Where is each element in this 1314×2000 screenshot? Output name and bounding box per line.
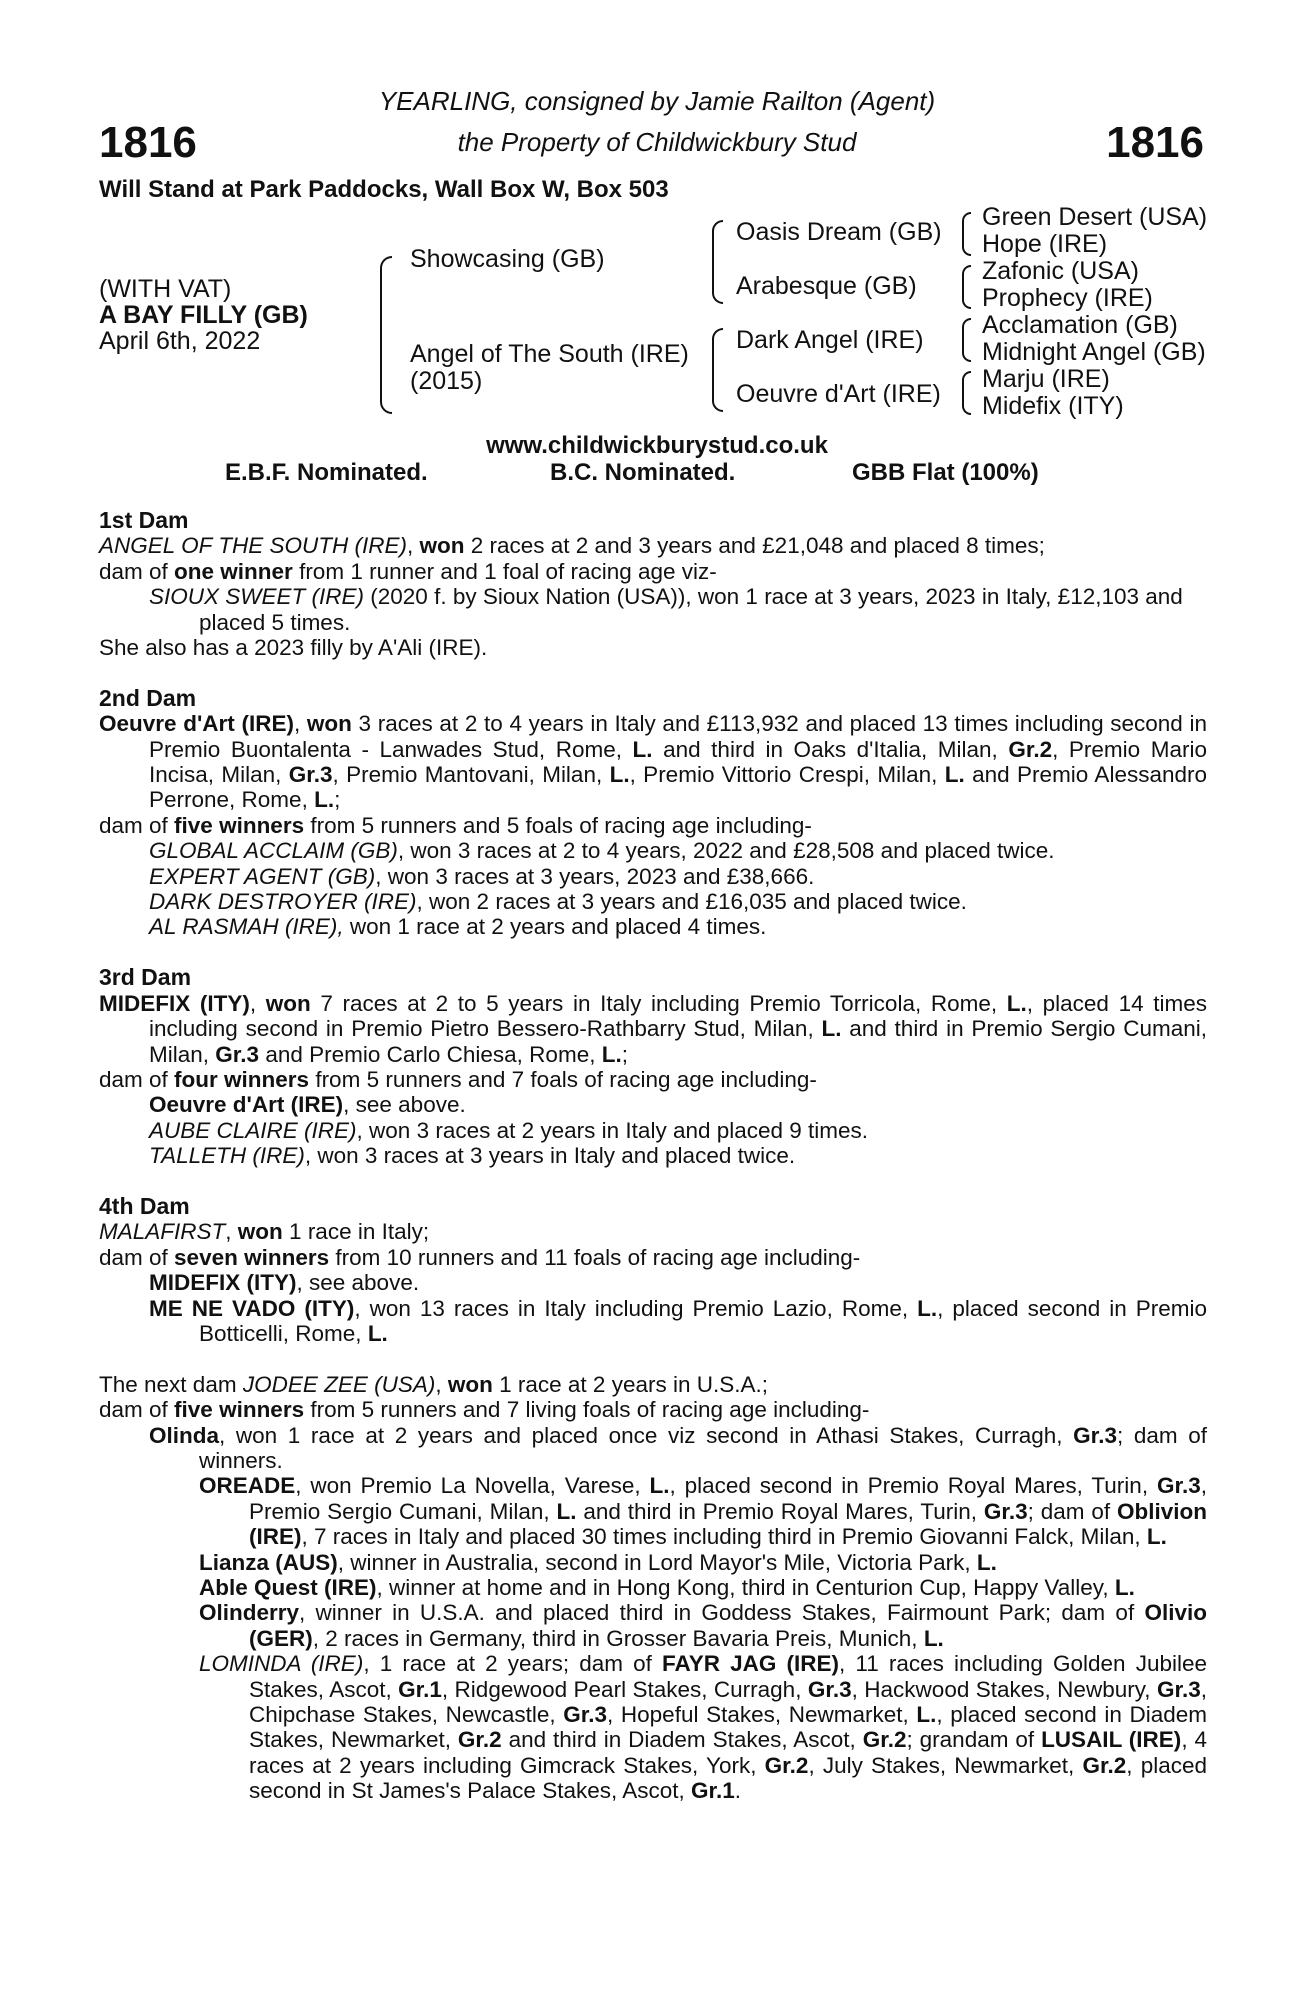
lot-number-right: 1816 <box>1106 118 1204 167</box>
dam3-produce: dam of four winners from 5 runners and 7 foals of racing age including- <box>99 1066 817 1092</box>
dam-sire: Dark Angel (IRE) <box>736 326 924 354</box>
progeny-item: Able Quest (IRE), winner at home and in Hong Kong, third in Centurion Cup, Happy Valley, L. <box>199 1575 1135 1600</box>
section-heading-2nd-dam: 2nd Dam <box>99 684 197 711</box>
consignor-line: YEARLING, consigned by Jamie Railton (Agent) <box>378 86 936 116</box>
progeny-item: EXPERT AGENT (GB), won 3 races at 3 years, 2023 and £38,666. <box>149 863 815 889</box>
ancestor-7: Marju (IRE) <box>982 365 1110 393</box>
progeny-item: AUBE CLAIRE (IRE), won 3 races at 2 years in Italy and placed 9 times. <box>149 1117 869 1143</box>
section-heading-4th-dam: 4th Dam <box>99 1192 190 1219</box>
pedigree-brace-3b <box>962 265 971 309</box>
pedigree-brace-2b <box>712 328 723 412</box>
property-line: the Property of Childwickbury Stud <box>457 127 857 157</box>
ebf-nomination: E.B.F. Nominated. <box>225 459 428 486</box>
progeny-item: TALLETH (IRE), won 3 races at 3 years in Italy and placed twice. <box>149 1143 796 1169</box>
progeny-item: MIDEFIX (ITY), see above. <box>149 1270 420 1296</box>
pedigree-notes <box>99 508 1207 1804</box>
horse-name: A BAY FILLY (GB) <box>99 301 308 329</box>
section-heading-3rd-dam: 3rd Dam <box>99 964 192 991</box>
dam3-record: MIDEFIX (ITY), won 7 races at 2 to 5 years in Italy including Premio Torricola, Rome, L., placed 14 times including second in Premio Pietro Bessero-Rathbarry Stud, Milan, L. and third in Premio Sergio Cumani, Milan, Gr.3 and Premio Carlo Chiesa, Rome, L.; <box>99 990 1208 1067</box>
progeny-item: Lianza (AUS), winner in Australia, second in Lord Mayor's Mile, Victoria Park, L. <box>199 1549 997 1575</box>
sire: Showcasing (GB) <box>410 245 605 273</box>
pedigree-brace-1 <box>380 256 392 414</box>
dam4-record: MALAFIRST, won 1 race in Italy; <box>99 1219 430 1245</box>
ancestor-4: Prophecy (IRE) <box>982 284 1153 312</box>
sire-sire: Oasis Dream (GB) <box>736 218 942 246</box>
ancestor-1: Green Desert (USA) <box>982 203 1208 231</box>
dam2-produce: dam of five winners from 5 runners and 5 foals of racing age including- <box>99 812 812 838</box>
dam2-record: Oeuvre d'Art (IRE), won 3 races at 2 to 4 years in Italy and £113,932 and placed 13 times including second in Premio Buontalenta - Lanwades Stud, Rome, L. and third in Oaks d'Italia, Milan, Gr.2, Premio Mario Incisa, Milan, Gr.3, Premio Mantovani, Milan, L., Premio Vittorio Crespi, Milan, L. and Premio Alessandro Perrone, Rome, L.; <box>99 711 1207 813</box>
pedigree-brace-3d <box>962 371 971 415</box>
section-heading-1st-dam: 1st Dam <box>99 507 189 533</box>
ancestor-6: Midnight Angel (GB) <box>982 338 1206 366</box>
foaling-date: April 6th, 2022 <box>99 327 261 355</box>
progeny-item: Olinda, won 1 race at 2 years and placed once viz second in Athasi Stakes, Curragh, Gr.3; dam of winners. <box>149 1422 1207 1473</box>
progeny-item: Oeuvre d'Art (IRE), see above. <box>149 1092 466 1118</box>
dam-year: (2015) <box>410 367 483 395</box>
sire-dam: Arabesque (GB) <box>736 272 917 300</box>
dam: Angel of The South (IRE) <box>410 340 689 368</box>
progeny-item: OREADE, won Premio La Novella, Varese, L., placed second in Premio Royal Mares, Turin, Gr.3, Premio Sergio Cumani, Milan, L. and third in Premio Royal Mares, Turin, Gr.3; dam of Oblivion (IRE), 7 races in Italy and placed 30 times including third in Premio Giovanni Falck, Milan, L. <box>199 1473 1207 1550</box>
dam1-produce: dam of one winner from 1 runner and 1 foal of racing age viz- <box>99 558 717 584</box>
progeny-item: ME NE VADO (ITY), won 13 races in Italy including Premio Lazio, Rome, L., placed second in Premio Botticelli, Rome, L. <box>149 1295 1207 1346</box>
progeny-item: LOMINDA (IRE), 1 race at 2 years; dam of FAYR JAG (IRE), 11 races including Golden Jubilee Stakes, Ascot, Gr.1, Ridgewood Pearl Stakes, Curragh, Gr.3, Hackwood Stakes, Newbury, Gr.3, Chipchase Stakes, Newcastle, Gr.3, Hopeful Stakes, Newmarket, L., placed second in Diadem Stakes, Newmarket, Gr.2 and third in Diadem Stakes, Ascot, Gr.2; grandam of LUSAIL (IRE), 4 races at 2 years including Gimcrack Stakes, York, Gr.2, July Stakes, Newmarket, Gr.2, placed second in St James's Palace Stakes, Ascot, Gr.1. <box>199 1651 1207 1804</box>
next-dam-record: The next dam JODEE ZEE (USA), won 1 race at 2 years in U.S.A.; <box>99 1371 768 1397</box>
stand-location: Will Stand at Park Paddocks, Wall Box W, Box 503 <box>99 176 669 203</box>
pedigree-brace-3a <box>962 212 971 256</box>
progeny-item: SIOUX SWEET (IRE) (2020 f. by Sioux Nation (USA)), won 1 race at 3 years, 2023 in Italy, £12,103 and placed 5 times. <box>149 584 1183 635</box>
website: www.childwickburystud.co.uk <box>486 432 828 459</box>
progeny-item: DARK DESTROYER (IRE), won 2 races at 3 years and £16,035 and placed twice. <box>149 889 967 915</box>
dam-dam: Oeuvre d'Art (IRE) <box>736 380 941 408</box>
dam4-produce: dam of seven winners from 10 runners and 11 foals of racing age including- <box>99 1244 861 1270</box>
progeny-item: AL RASMAH (IRE), won 1 race at 2 years and placed 4 times. <box>149 914 767 940</box>
bc-nomination: B.C. Nominated. <box>550 459 736 486</box>
lot-number-left: 1816 <box>99 118 197 167</box>
ancestor-2: Hope (IRE) <box>982 230 1108 258</box>
gbb-nomination: GBB Flat (100%) <box>852 459 1039 486</box>
progeny-item: GLOBAL ACCLAIM (GB), won 3 races at 2 to 4 years, 2022 and £28,508 and placed twice. <box>149 838 1055 864</box>
pedigree-brace-3c <box>962 318 971 362</box>
vat-note: (WITH VAT) <box>99 275 232 303</box>
dam1-record: ANGEL OF THE SOUTH (IRE), won 2 races at 2 and 3 years and £21,048 and placed 8 times; <box>99 533 1045 559</box>
progeny-item: Olinderry, winner in U.S.A. and placed third in Goddess Stakes, Fairmount Park; dam of Olivio (GER), 2 races in Germany, third in Grosser Bavaria Preis, Munich, L. <box>199 1600 1207 1651</box>
ancestor-5: Acclamation (GB) <box>982 311 1178 339</box>
dam1-note: She also has a 2023 filly by A'Ali (IRE). <box>99 635 488 661</box>
next-dam-produce: dam of five winners from 5 runners and 7 living foals of racing age including- <box>99 1397 870 1423</box>
ancestor-3: Zafonic (USA) <box>982 257 1139 285</box>
pedigree-brace-2a <box>712 220 723 304</box>
ancestor-8: Midefix (ITY) <box>982 392 1124 420</box>
